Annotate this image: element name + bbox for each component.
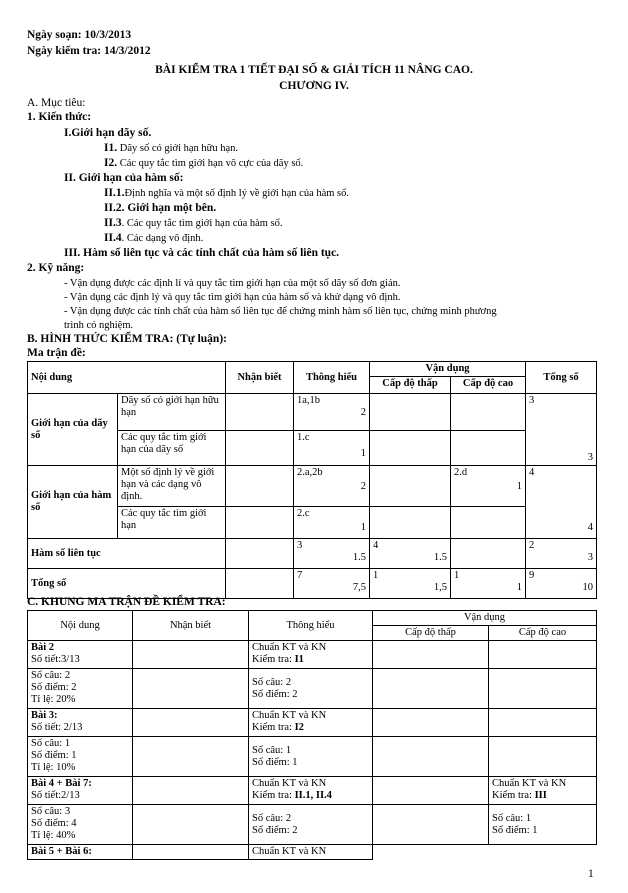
cell-empty xyxy=(226,539,294,569)
row-quy-tac-ham-so: Các quy tắc tìm giới hạn xyxy=(118,507,226,539)
cell-tong-so: 2 3 xyxy=(526,539,597,569)
row-tong-so: Tổng số xyxy=(28,569,226,599)
cell-cap-cao-stats: Số câu: 1 Số điểm: 1 xyxy=(489,805,597,845)
header-cap-cao: Cấp độ cao xyxy=(451,377,526,394)
section-b-heading: B. HÌNH THỨC KIỂM TRA: (Tự luận): xyxy=(27,333,227,345)
group-day-so: Giới hạn của dãy số xyxy=(28,394,118,466)
cell-tong-so: 3 3 xyxy=(526,394,597,466)
cell-empty xyxy=(373,777,489,805)
cell-empty xyxy=(133,669,249,709)
header-thong-hieu: Thông hiểu xyxy=(294,362,370,394)
cell-empty xyxy=(489,641,597,669)
cell-cap-thap: 1 1,5 xyxy=(370,569,451,599)
cell-thong-hieu-stats: Số câu: 2 Số điểm: 2 xyxy=(249,805,373,845)
topic-I-title: I.Giới hạn dãy số. xyxy=(64,127,152,139)
cell-thong-hieu: 3 1.5 xyxy=(294,539,370,569)
skill-3-cont: trình có nghiệm. xyxy=(64,320,134,331)
cell-empty xyxy=(133,777,249,805)
cell-empty xyxy=(370,431,451,466)
header-van-dung: Vận dụng xyxy=(370,362,526,377)
cell-empty xyxy=(373,805,489,845)
skill-2: - Vận dụng các định lý và quy tắc tìm giới hạn của hàm số và khử dạng vô định. xyxy=(64,292,401,303)
cell-thong-hieu: 1.c 1 xyxy=(294,431,370,466)
header-cap-thap: Cấp độ thấp xyxy=(370,377,451,394)
page-number: 1 xyxy=(588,868,594,880)
row-bai-5-6: Bài 5 + Bài 6: xyxy=(28,845,133,860)
cell-empty xyxy=(226,431,294,466)
cell-empty xyxy=(226,466,294,507)
topic-III-title: III. Hàm số liên tục và các tính chất của hàm số liên tục. xyxy=(64,247,340,259)
cell-empty xyxy=(451,507,526,539)
cell-chuan-kt: Chuẩn KT và KN Kiểm tra: I1 xyxy=(249,641,373,669)
row-quy-tac-day-so: Các quy tắc tìm giới hạn của dãy số xyxy=(118,431,226,466)
matrix-table xyxy=(27,361,597,599)
header-noi-dung: Nội dung xyxy=(28,362,226,394)
cell-chuan-kt: Chuẩn KT và KN Kiểm tra: I2 xyxy=(249,709,373,737)
cell-empty xyxy=(370,507,451,539)
skills-heading: 2. Kỹ năng: xyxy=(27,262,85,274)
row-bai-3-stats: Số câu: 1 Số điểm: 1 Tỉ lệ: 10% xyxy=(28,737,133,777)
c-header-van-dung: Vận dụng xyxy=(373,611,597,626)
cell-empty xyxy=(373,669,489,709)
group-ham-so: Giới hạn của hàm số xyxy=(28,466,118,539)
cell-thong-hieu: 2.a,2b 2 xyxy=(294,466,370,507)
knowledge-heading: 1. Kiến thức: xyxy=(27,111,92,123)
cell-empty xyxy=(451,431,526,466)
cell-empty xyxy=(370,466,451,507)
row-bai-2: Bài 2 Số tiết:3/13 xyxy=(28,641,133,669)
date-prepared: Ngày soạn: 10/3/2013 xyxy=(27,29,132,41)
cell-empty xyxy=(373,845,489,860)
row-bai-4-7: Bài 4 + Bài 7: Số tiết:2/13 xyxy=(28,777,133,805)
document-title: BÀI KIỂM TRA 1 TIẾT ĐẠI SỐ & GIẢI TÍCH 11 NÂNG CAO. xyxy=(155,64,473,76)
cell-chuan-kt: Chuẩn KT và KN xyxy=(249,845,373,860)
row-ham-so-lien-tuc: Hàm số liên tục xyxy=(28,539,226,569)
c-header-noi-dung: Nội dung xyxy=(28,611,133,641)
cell-thong-hieu: 2.c 1 xyxy=(294,507,370,539)
cell-cap-cao: 2.d 1 xyxy=(451,466,526,507)
c-header-thong-hieu: Thông hiểu xyxy=(249,611,373,641)
row-dinh-ly-vo-dinh: Một số định lý về giới hạn và các dạng vô định. xyxy=(118,466,226,507)
cell-empty xyxy=(370,394,451,431)
topic-I2: I2. Các quy tắc tìm giới hạn vô cực của dãy số. xyxy=(104,157,304,169)
cell-empty xyxy=(451,394,526,431)
topic-II-title: II. Giới hạn của hàm số: xyxy=(64,172,184,184)
header-nhan-biet: Nhận biết xyxy=(226,362,294,394)
row-bai-3: Bài 3: Số tiết: 2/13 xyxy=(28,709,133,737)
c-header-cap-cao: Cấp độ cao xyxy=(489,626,597,641)
date-test: Ngày kiểm tra: 14/3/2012 xyxy=(27,45,151,57)
cell-empty xyxy=(133,709,249,737)
cell-empty xyxy=(133,737,249,777)
topic-II3: II.3. Các quy tắc tìm giới hạn của hàm số. xyxy=(104,217,283,229)
cell-thong-hieu: 7 7,5 xyxy=(294,569,370,599)
cell-empty xyxy=(226,394,294,431)
cell-empty xyxy=(133,805,249,845)
topic-II1: II.1.Định nghĩa và một số định lý về giới hạn của hàm số. xyxy=(104,187,350,199)
cell-tong-so: 4 4 xyxy=(526,466,597,539)
c-header-cap-thap: Cấp độ thấp xyxy=(373,626,489,641)
cell-empty xyxy=(226,507,294,539)
cell-empty xyxy=(373,641,489,669)
row-day-so-huu-han: Dãy số có giới hạn hữu hạn xyxy=(118,394,226,431)
c-header-nhan-biet: Nhận biết xyxy=(133,611,249,641)
cell-empty xyxy=(451,539,526,569)
cell-empty xyxy=(489,669,597,709)
section-a-heading: A. Mục tiêu: xyxy=(27,97,86,109)
cell-thong-hieu: 1a,1b 2 xyxy=(294,394,370,431)
cell-empty xyxy=(133,845,249,860)
test-matrix-frame xyxy=(27,610,597,860)
topic-I1: I1. Dãy số có giới hạn hữu hạn. xyxy=(104,142,238,154)
cell-cap-thap: 4 1.5 xyxy=(370,539,451,569)
cell-cap-cao: 1 1 xyxy=(451,569,526,599)
topic-II2: II.2. Giới hạn một bên. xyxy=(104,202,217,214)
cell-chuan-kt: Chuẩn KT và KN Kiểm tra: II.1, II.4 xyxy=(249,777,373,805)
row-bai-2-stats: Số câu: 2 Số điểm: 2 Tỉ lệ: 20% xyxy=(28,669,133,709)
header-tong-so: Tổng số xyxy=(526,362,597,394)
section-c-heading: C. KHUNG MA TRẬN ĐỀ KIỂM TRA: xyxy=(27,596,226,608)
chapter-title: CHƯƠNG IV. xyxy=(279,80,349,92)
cell-tong-so: 9 10 xyxy=(526,569,597,599)
cell-empty xyxy=(489,709,597,737)
cell-empty xyxy=(373,709,489,737)
cell-thong-hieu-stats: Số câu: 2 Số điểm: 2 xyxy=(249,669,373,709)
cell-empty xyxy=(226,569,294,599)
cell-empty xyxy=(373,737,489,777)
cell-empty xyxy=(489,845,597,860)
skill-1: - Vận dụng được các định lí và quy tắc tìm giới hạn của một số dãy số đơn giản. xyxy=(64,278,401,289)
cell-chuan-kt-cap-cao: Chuẩn KT và KN Kiểm tra: III xyxy=(489,777,597,805)
matrix-title: Ma trận đề: xyxy=(27,347,86,359)
cell-empty xyxy=(133,641,249,669)
cell-empty xyxy=(489,737,597,777)
topic-II4: II.4. Các dạng vô định. xyxy=(104,232,204,244)
skill-3: - Vận dụng được các tính chất của hàm số liên tục để chứng minh hàm số liên tục, chứng minh phương xyxy=(64,306,497,317)
row-bai-4-7-stats: Số câu: 3 Số điểm: 4 Tỉ lệ: 40% xyxy=(28,805,133,845)
cell-thong-hieu-stats: Số câu: 1 Số điểm: 1 xyxy=(249,737,373,777)
